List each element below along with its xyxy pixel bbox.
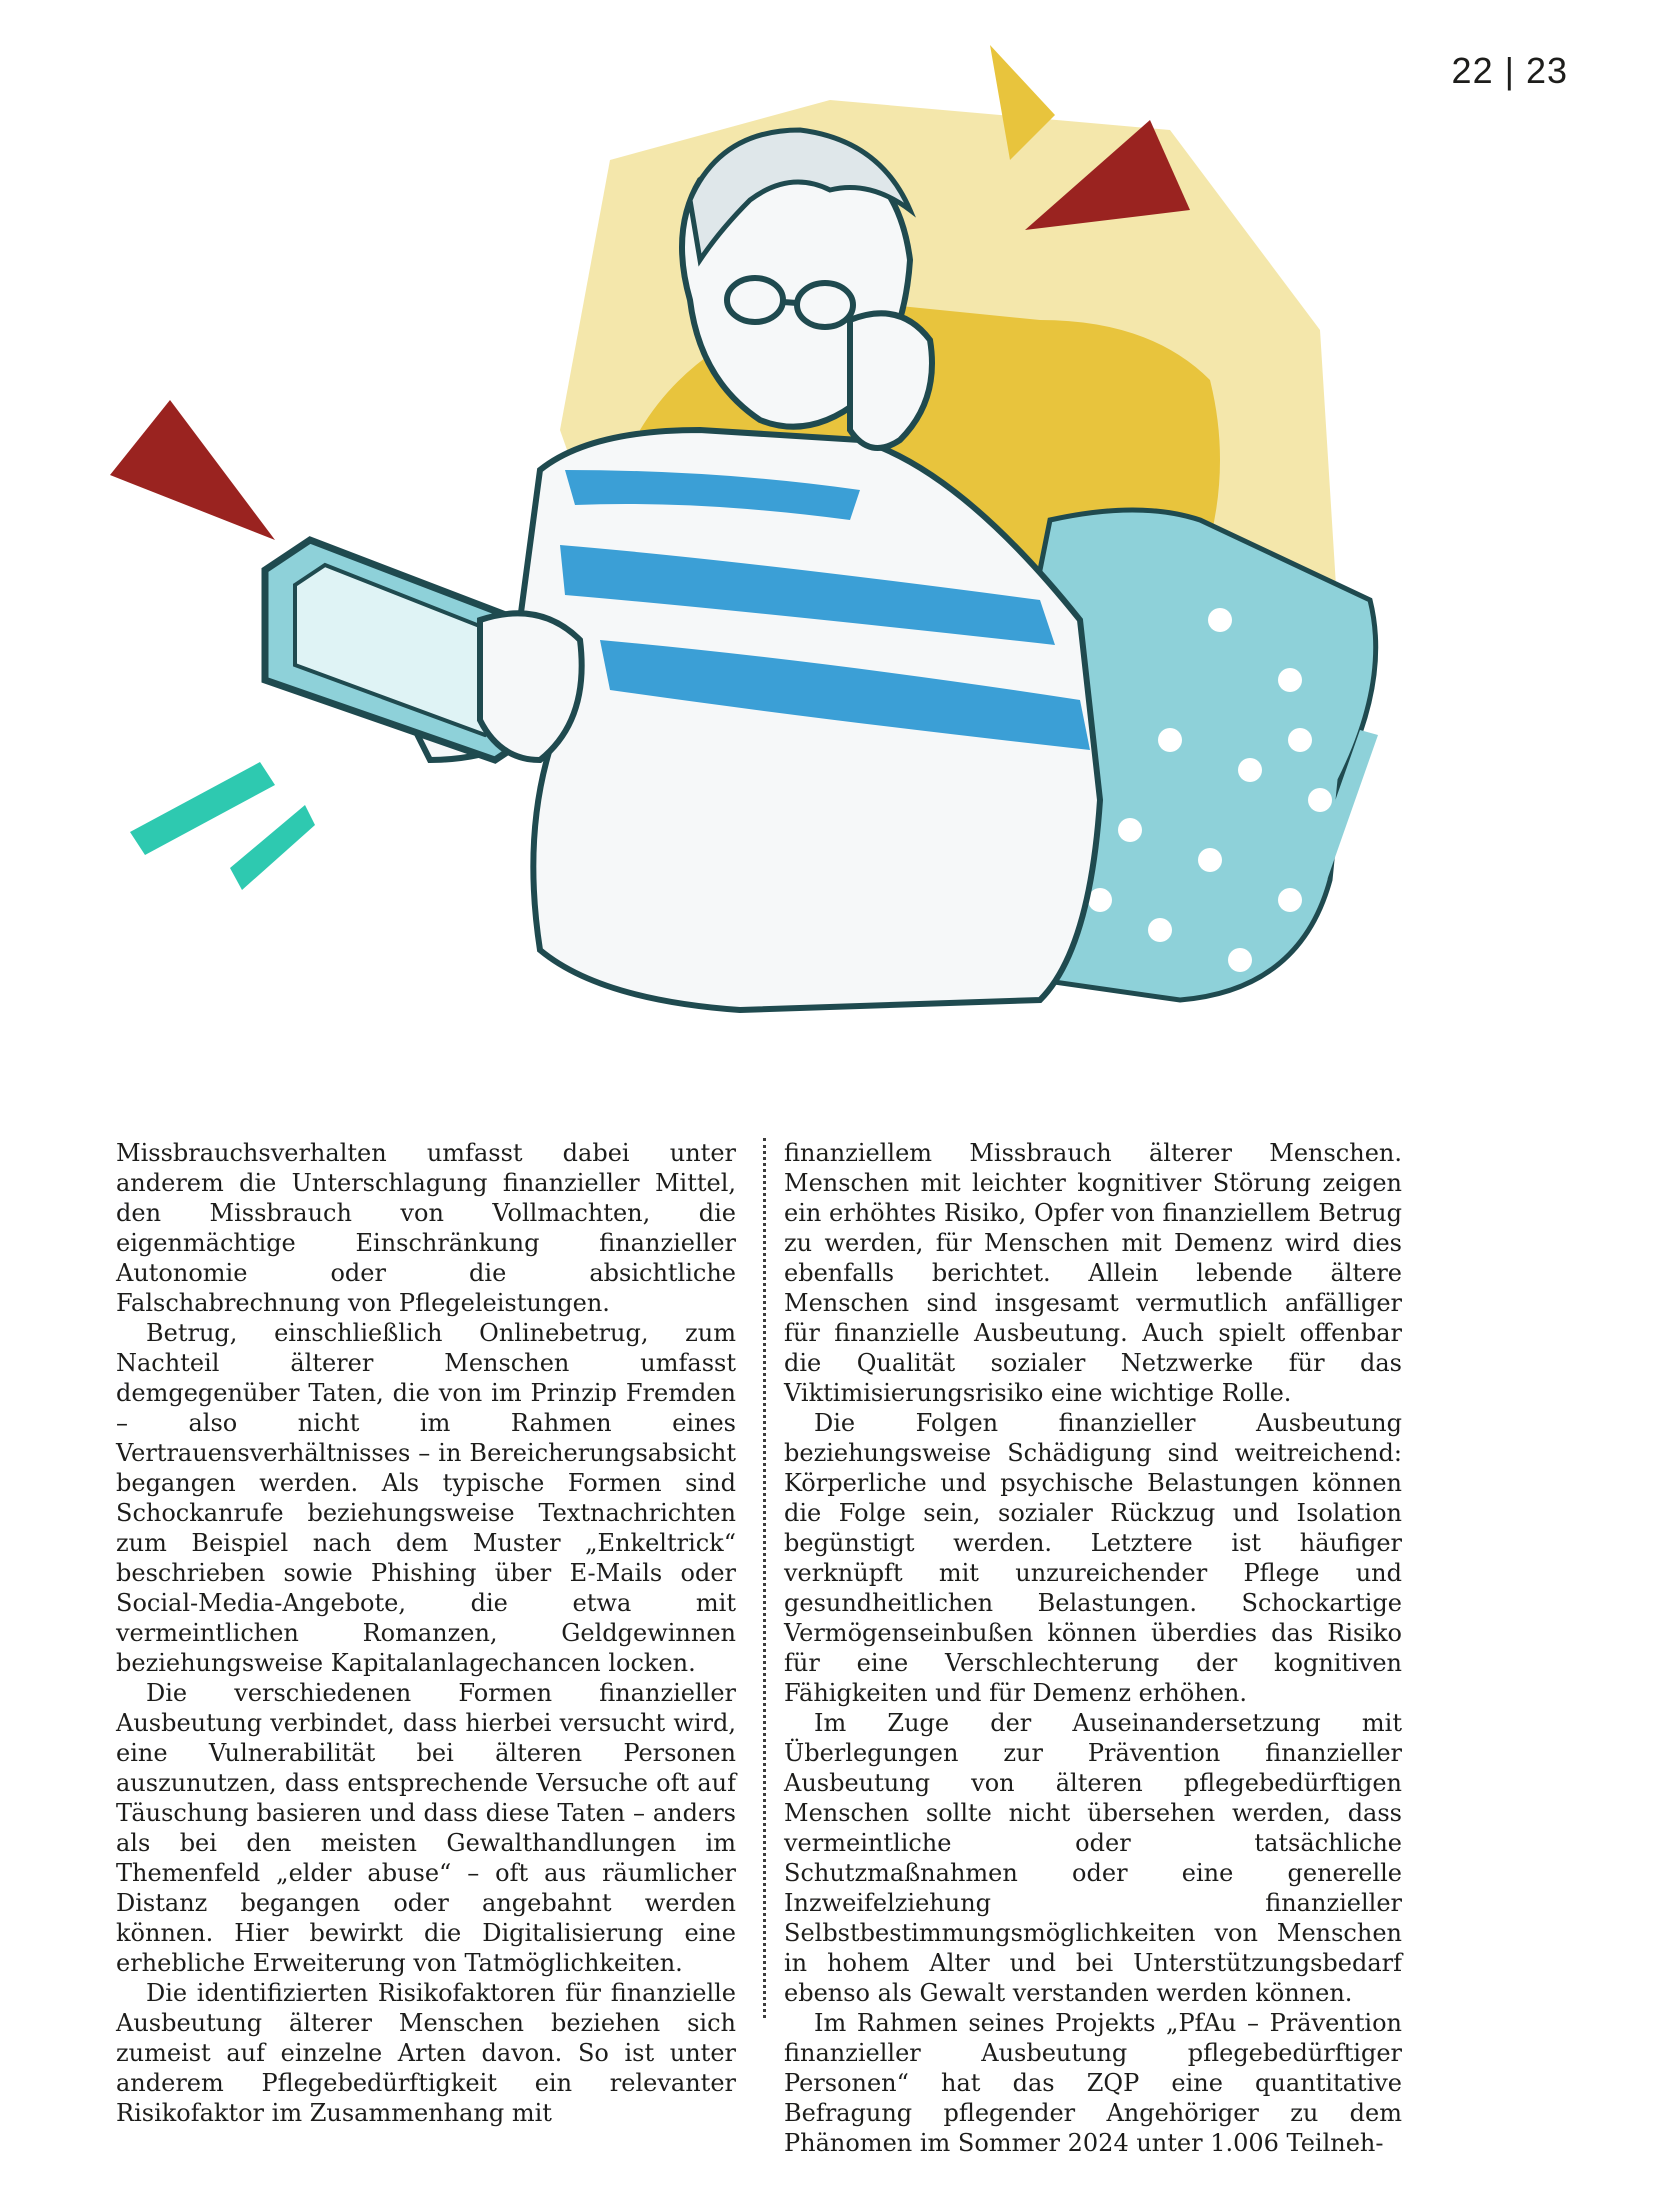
article-left-column: [116, 1138, 736, 2128]
paragraph: Die identifizierten Risikofaktoren für finanzielle Ausbeutung älterer Menschen beziehen sich zumeist auf einzelne Arten davon. So ist unter anderem Pflegebedürftigkeit ein relevanter Risikofaktor im Zusammenhang mit: [116, 1979, 736, 2127]
paragraph: Im Zuge der Auseinandersetzung mit Überlegungen zur Prävention finanzieller Ausbeutung von älteren pflegebedürftigen Menschen sollte nicht übersehen werden, dass vermeintliche oder tatsächliche Schutzmaßnahmen oder eine generelle Inzweifelziehung finanzieller Selbstbestimmungsmöglichkeiten von Menschen in hohem Alter und bei Unterstützungsbedarf ebenso als Gewalt verstanden werden können.: [784, 1709, 1402, 2007]
paragraph: Die verschiedenen Formen finanzieller Ausbeutung verbindet, dass hierbei versucht wird, eine Vulnerabilität bei älteren Personen auszunutzen, dass entsprechende Versuche oft auf Täuschung basieren und dass diese Taten – anders als bei den meisten Gewalthandlungen im Themenfeld „elder abuse“ – oft aus räumlicher Distanz begangen oder angebahnt werden können. Hier bewirkt die Digitalisierung eine erhebliche Erweiterung von Tatmöglichkeiten.: [116, 1679, 736, 1977]
page-number: 22 | 23: [1451, 50, 1568, 91]
red-triangle-left: [110, 400, 275, 540]
elderly-woman-illustration: [0, 0, 1654, 1100]
teal-accent-2: [230, 805, 315, 890]
paragraph: Missbrauchsverhalten umfasst dabei unter anderem die Unterschlagung finanzieller Mittel, den Missbrauch von Vollmachten, die eigenmächtige Einschränkung finanzieller Autonomie oder die absichtliche Falschabrechnung von Pflegeleistungen.: [116, 1139, 736, 1317]
article-right-column: [784, 1138, 1402, 2158]
paragraph: Im Rahmen seines Projekts „PfAu – Prävention finanzieller Ausbeutung pflegebedürftiger Personen“ hat das ZQP eine quantitative Befragung pflegender Angehöriger zu dem Phänomen im Sommer 2024 unter 1.006 Teilneh-: [784, 2009, 1402, 2157]
paragraph: Die Folgen finanzieller Ausbeutung beziehungsweise Schädigung sind weitreichend: Körperliche und psychische Belastungen können die Folge sein, sozialer Rückzug und Isolation begünstigt werden. Letztere ist häufiger verknüpft mit unzureichender Pflege und gesundheitlichen Belastungen. Schockartige Vermögenseinbußen können überdies das Risiko für eine Verschlechterung der kognitiven Fähigkeiten und für Demenz erhöhen.: [784, 1409, 1402, 1707]
paragraph: finanziellem Missbrauch älterer Menschen. Menschen mit leichter kognitiver Störung zeigen ein erhöhtes Risiko, Opfer von finanziellem Betrug zu werden, für Menschen mit Demenz wird dies ebenfalls berichtet. Allein lebende ältere Menschen sind insgesamt vermutlich anfälliger für finanzielle Ausbeutung. Auch spielt offenbar die Qualität sozialer Netzwerke für das Viktimisierungsrisiko eine wichtige Rolle.: [784, 1139, 1402, 1407]
column-divider: [763, 1138, 766, 2018]
teal-accent-1: [130, 762, 275, 855]
paragraph: Betrug, einschließlich Onlinebetrug, zum Nachteil älterer Menschen umfasst demgegenüber Taten, die von im Prinzip Fremden – also nicht im Rahmen eines Vertrauensverhältnisses – in Bereicherungsabsicht begangen werden. Als typische Formen sind Schockanrufe beziehungsweise Textnachrichten zum Beispiel nach dem Muster „Enkeltrick“ beschrieben sowie Phishing über E-Mails oder Social-Media-Angebote, die etwa mit vermeintlichen Romanzen, Geldgewinnen beziehungsweise Kapitalanlagechancen locken.: [116, 1319, 736, 1677]
